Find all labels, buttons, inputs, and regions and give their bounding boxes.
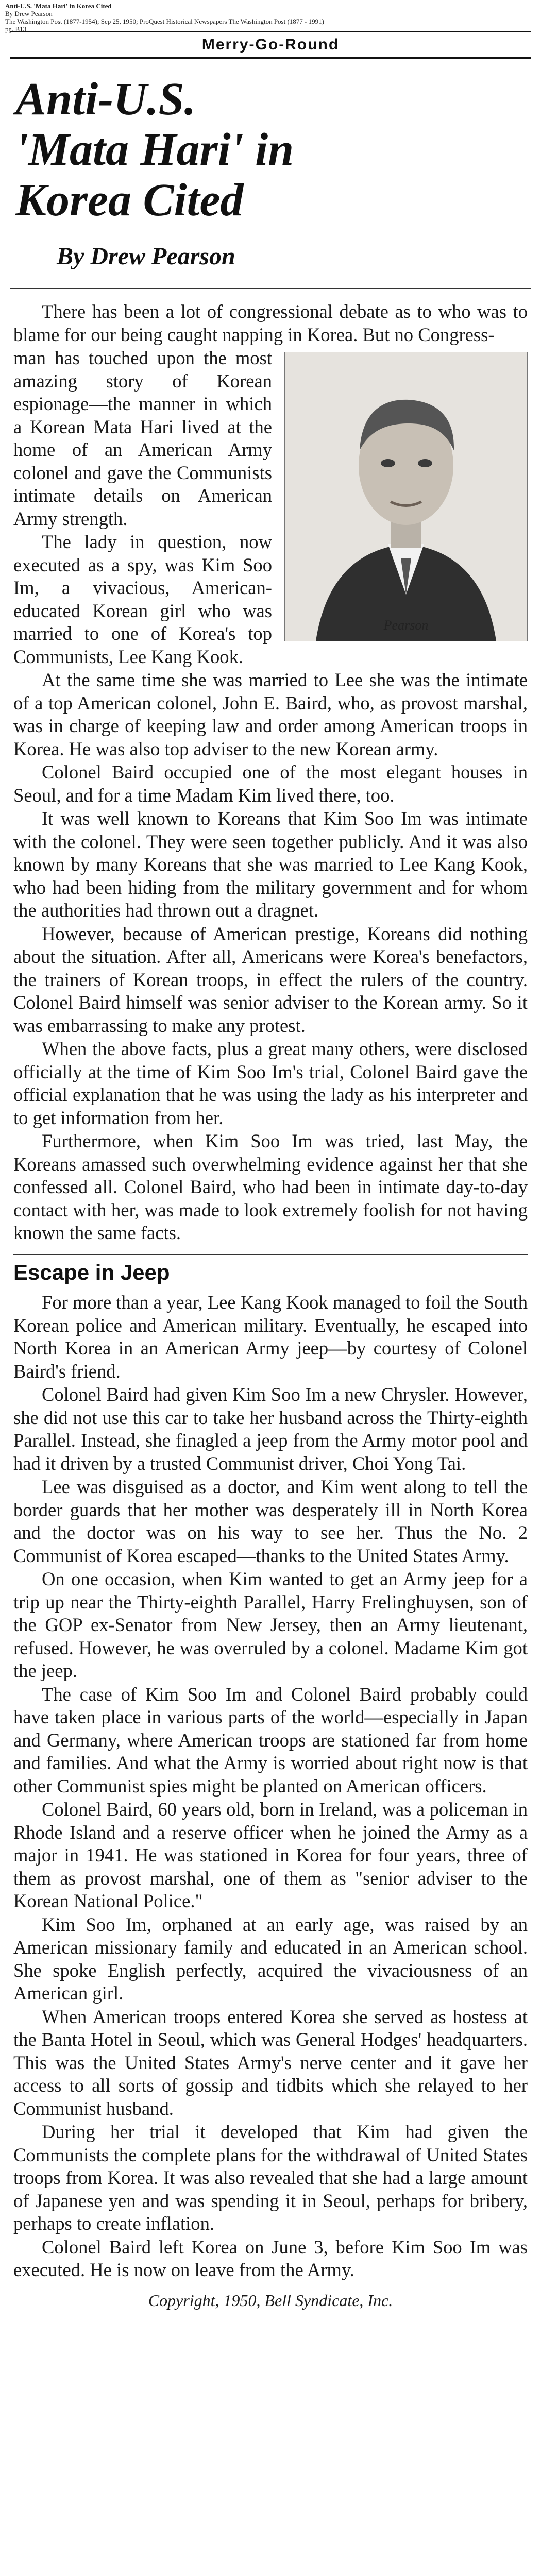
document-metadata [5,2,536,33]
paragraph: There has been a lot of congressional debate as to who was to blame for our being caught napping in Korea. But no Congress- [13,301,528,345]
byline: By Drew Pearson [57,243,235,270]
paragraph: It was well known to Koreans that Kim Soo Im was intimate with the colonel. They were seen together publicly. And it was also known by many Koreans that she was married to Lee Kang Kook, who had been hiding from the military government and for whom the authorities had thrown out a dragnet. [13,808,528,921]
author-photo [284,352,528,641]
paragraph: When American troops entered Korea she served as hostess at the Banta Hotel in Seoul, which was General Hodges' headquarters. This was the United States Army's nerve center and it gave her access to all sorts of gossip and tidbits which she relayed to her Communist husband. [13,2006,528,2119]
paragraph: Colonel Baird occupied one of the most elegant houses in Seoul, and for a time Madam Kim lived there, too. [13,761,528,806]
section-subhead: Escape in Jeep [13,1254,528,1284]
document-title: Anti-U.S. 'Mata Hari' in Korea Cited [5,2,112,10]
paragraph: The case of Kim Soo Im and Colonel Baird probably could have taken place in various parts of the world—especially in Japan and Germany, where American troops are stationed far from home and families. And what the Army is worried about right now is that other Communist spies might be planted on American officers. [13,1683,528,1797]
headline-line: 'Mata Hari' in [15,124,294,175]
paragraph: However, because of American prestige, Koreans did nothing about the situation. After all, Americans were Korea's benefactors, the trainers of Korean troops, in effect the rulers of the country. Colonel Baird himself was senior adviser to the Korean army. So it was embarrassing to make any protest. [13,923,528,1036]
paragraph: Colonel Baird left Korea on June 3, before Kim Soo Im was executed. He is now on leave from the Army. [13,2236,528,2280]
paragraph: Furthermore, when Kim Soo Im was tried, last May, the Koreans amassed such overwhelming evidence against her that she confessed all. Colonel Baird, who had been in intimate day-to-day contact with her, was made to look extremely foolish for not having known the same facts. [13,1130,528,1243]
document-page: pg. B13 [5,25,27,33]
paragraph: During her trial it developed that Kim had given the Communists the complete plans for the withdrawal of United States troops from Korea. It was also revealed that she had a large amount of Japanese yen and was spending it in Seoul, perhaps for bribery, perhaps to create inflation. [13,2121,528,2234]
paragraph: When the above facts, plus a great many others, were disclosed officially at the time of Kim Soo Im's trial, Colonel Baird gave the official explanation that he was using the lady as his interpreter and to get information from her. [13,1038,528,1128]
headline [15,74,526,226]
portrait-image [285,352,527,641]
document-author: By Drew Pearson [5,10,53,18]
document-citation: The Washington Post (1877-1954); Sep 25, 1950; ProQuest Historical Newspapers The Washington Post (1877 - 1991) [5,18,324,25]
paragraph: For more than a year, Lee Kang Kook managed to foil the South Korean police and American military. Eventually, he escaped into North Korea in an American Army jeep—by courtesy of Colonel Baird's friend. [13,1292,528,1382]
paragraph: The lady in question, now executed as a spy, was Kim Soo Im, a vivacious, American-educated Korean girl who was married to one of Korea's top Communists, Lee Kang Kook. [13,531,272,667]
headline-line: Anti-U.S. [15,74,196,125]
newspaper-article [10,31,531,2576]
copyright-line: Copyright, 1950, Bell Syndicate, Inc. [148,2291,393,2310]
paragraph: Kim Soo Im, orphaned at an early age, was raised by an American missionary family and educated in an American school. She spoke English perfectly, acquired the vivaciousness of an American girl. [13,1913,528,2004]
paragraph: On one occasion, when Kim wanted to get an Army jeep for a trip up near the Thirty-eighth Parallel, Harry Frelinghuysen, son of the GOP ex-Senator from New Jersey, then an Army lieutenant, refused. However, he was overruled by a colonel. Madame Kim got the jeep. [13,1568,528,1681]
paragraph: Lee was disguised as a doctor, and Kim went along to tell the border guards that her mother was desperately ill in North Korea and the doctor was on his way to see her. Thus the No. 2 Communist of Korea escaped—thanks to the United States Army. [13,1476,528,1566]
paragraph: Colonel Baird, 60 years old, born in Ireland, was a policeman in Rhode Island and a reserve officer when he joined the Army as a major in 1941. He was stationed in Korea for four years, three of them as provost marshal, one of them as "senior adviser to the Korean National Police." [13,1799,528,1911]
headline-line: Korea Cited [15,175,244,226]
divider [10,288,531,289]
column-name-banner: Merry-Go-Round [10,31,531,59]
paragraph: At the same time she was married to Lee she was the intimate of a top American colonel, John E. Baird, who, as provost marshal, was in charge of keeping law and order among American troops in Korea. He was also top adviser to the new Korean army. [13,669,528,759]
paragraph: Colonel Baird had given Kim Soo Im a new Chrysler. However, she did not use this car to take her husband across the Thirty-eighth Parallel. Instead, she finagled a jeep from the Army motor pool and had it driven by a trusted Communist driver, Choi Yong Tai. [13,1384,528,1474]
photo-caption: Pearson [383,617,429,633]
article-body [10,300,531,2312]
paragraph: man has touched upon the most amazing story of Korean espionage—the manner in which a Korean Mata Hari lived at the home of an American Army colonel and gave the Communists intimate details on American Army strength. [13,347,272,529]
